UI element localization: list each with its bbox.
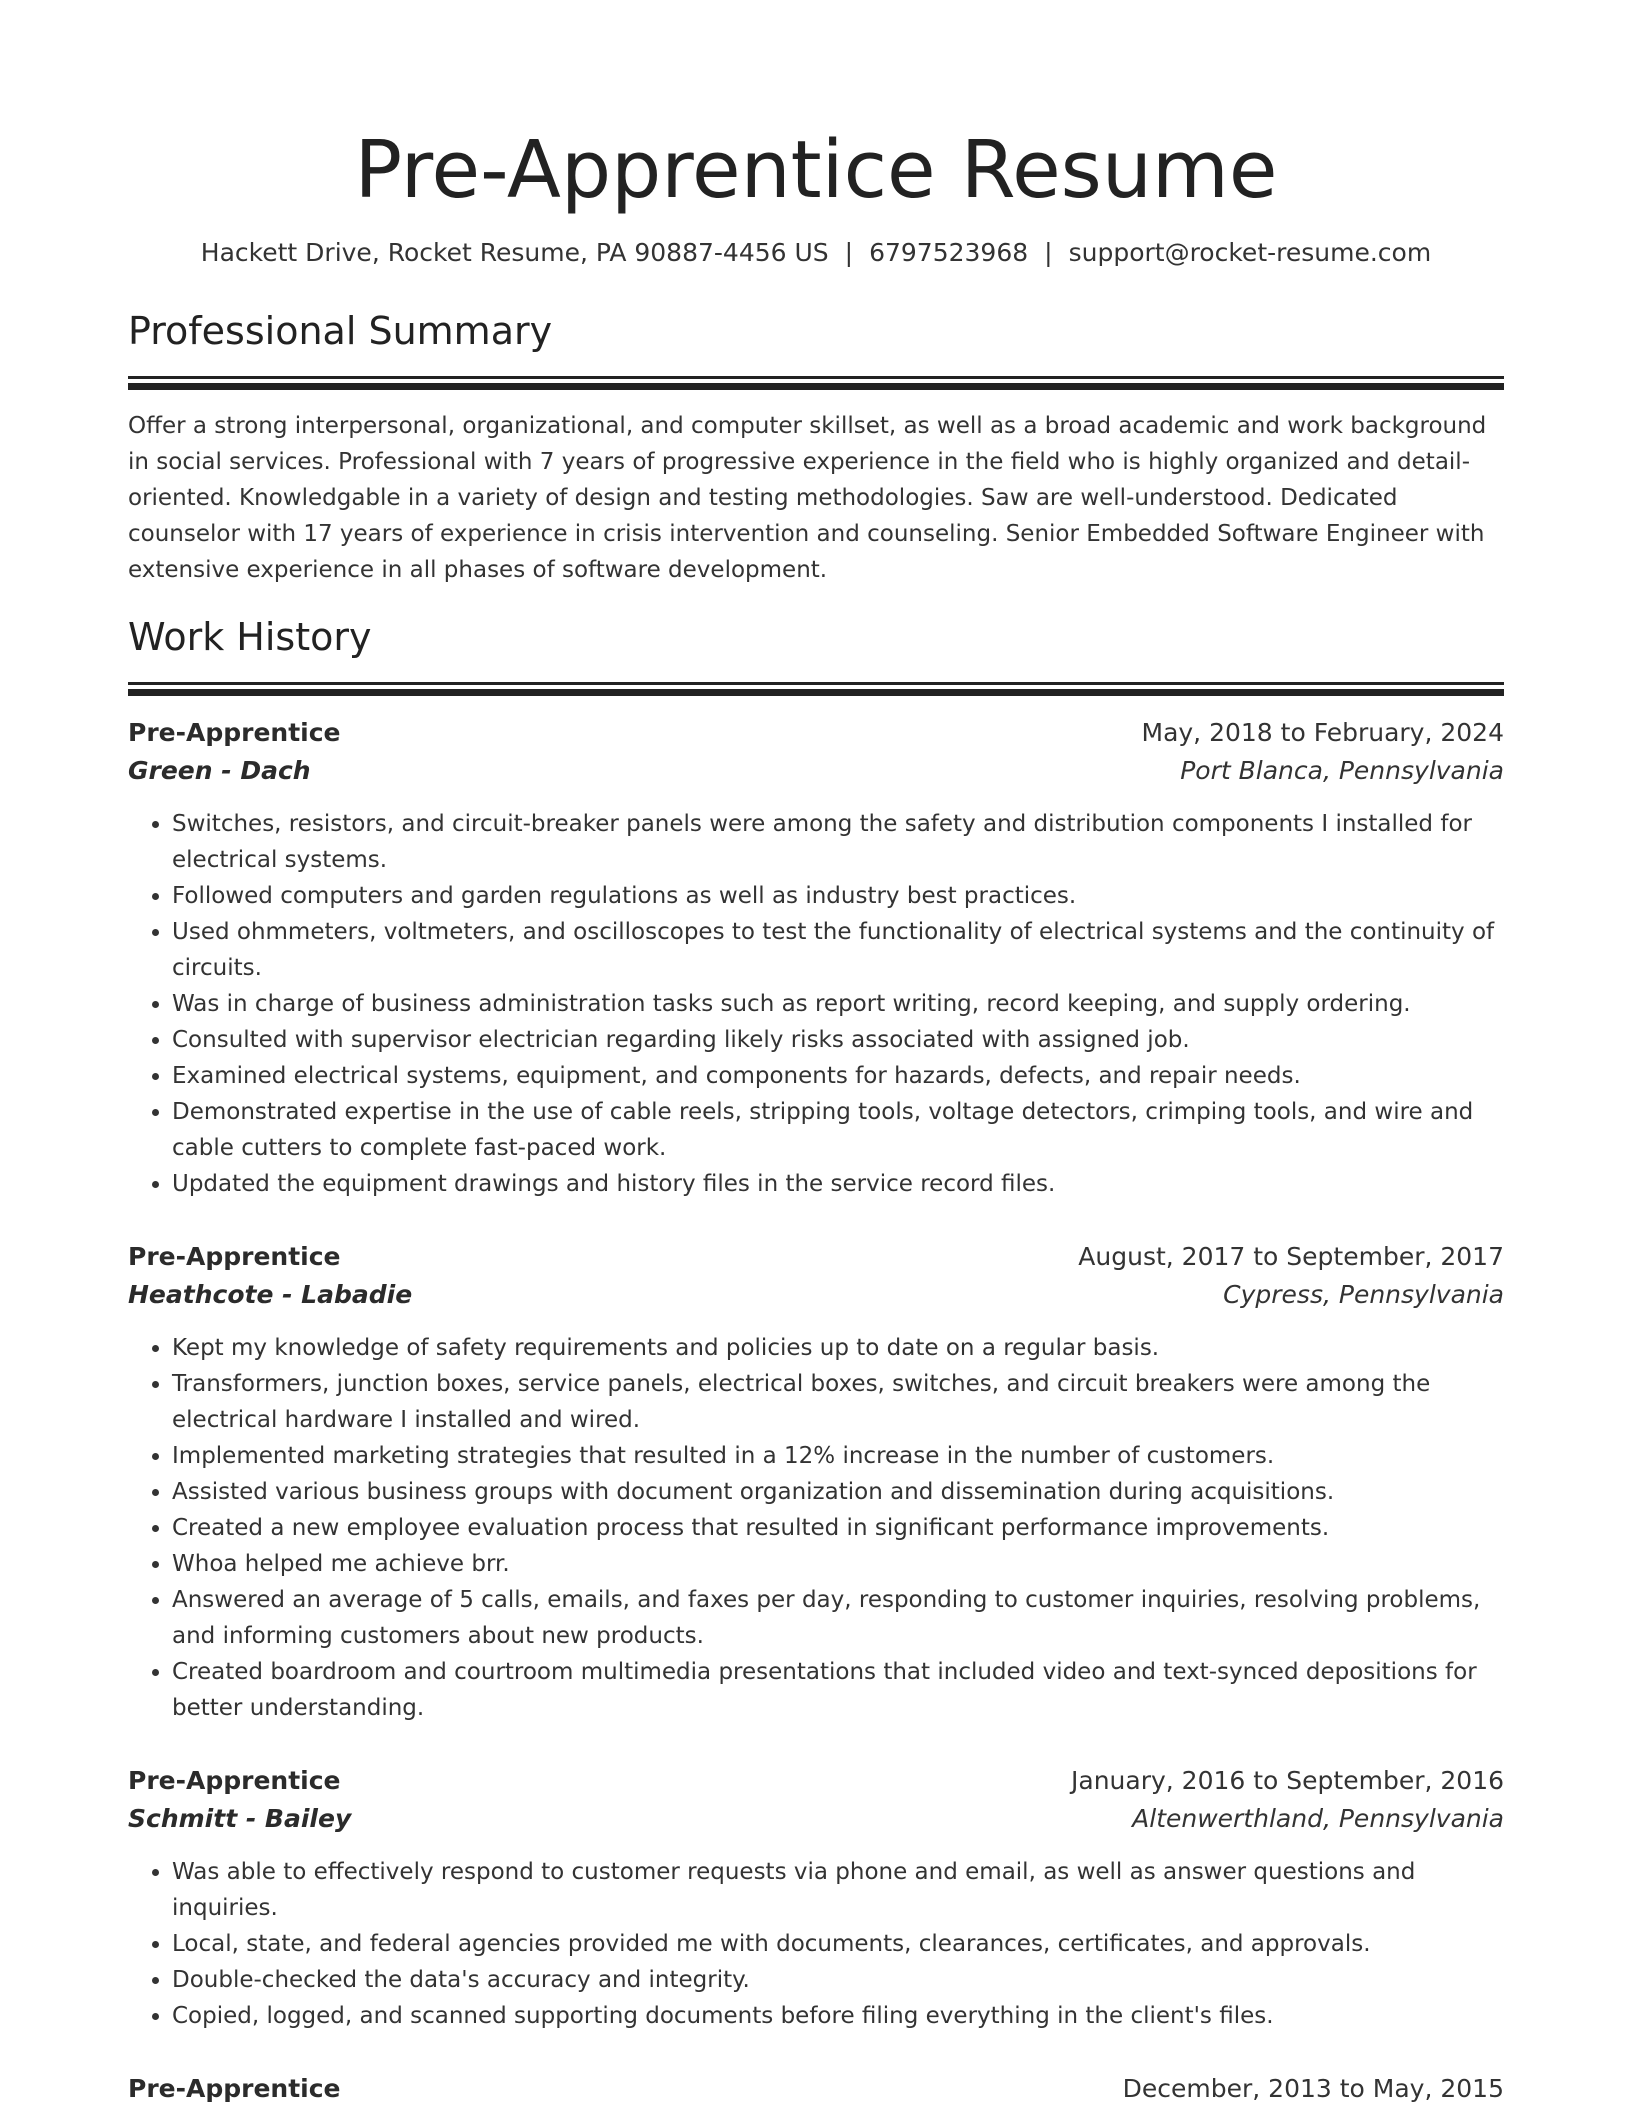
job-dates: August, 2017 to September, 2017 xyxy=(1078,1242,1504,1271)
job-bullet: • Demonstrated expertise in the use of cable reels, stripping tools, voltage detectors, crimping tools, and wire and cable cutters to complete fast-paced work. xyxy=(172,1094,1504,1166)
section-divider-thin xyxy=(128,682,1504,685)
job-dates: May, 2018 to February, 2024 xyxy=(1141,718,1504,747)
job-title: Pre-Apprentice xyxy=(128,1242,341,1271)
section-divider-thick xyxy=(128,689,1504,696)
contact-address: Hackett Drive, Rocket Resume, PA 90887-4456 US xyxy=(200,238,829,267)
job-location: Altenwerthland, Pennsylvania xyxy=(1132,1804,1504,1833)
job-company-row xyxy=(128,752,1504,790)
job-entry xyxy=(128,714,1504,1202)
job-bullet: • Created boardroom and courtroom multimedia presentations that included video and text-synced depositions for better understanding. xyxy=(172,1654,1504,1726)
job-bullet-list xyxy=(128,1854,1504,2034)
job-bullet-list xyxy=(128,806,1504,1202)
job-company-row xyxy=(128,1800,1504,1838)
job-title: Pre-Apprentice xyxy=(128,718,341,747)
job-bullet: • Answered an average of 5 calls, emails, and faxes per day, responding to customer inquiries, resolving problems, and informing customers about new products. xyxy=(172,1582,1504,1654)
job-header-row xyxy=(128,714,1504,752)
job-bullet: • Implemented marketing strategies that resulted in a 12% increase in the number of customers. xyxy=(172,1438,1504,1474)
resume-title: Pre-Apprentice Resume xyxy=(354,124,1278,216)
job-bullet: • Local, state, and federal agencies provided me with documents, clearances, certificates, and approvals. xyxy=(172,1926,1504,1962)
contact-phone: 6797523968 xyxy=(869,238,1029,267)
job-bullet: • Copied, logged, and scanned supporting documents before filing everything in the client's files. xyxy=(172,1998,1504,2034)
job-entry xyxy=(128,1238,1504,1726)
job-location: Cypress, Pennsylvania xyxy=(1223,1280,1504,1309)
job-bullet: • Switches, resistors, and circuit-breaker panels were among the safety and distribution components I installed for electrical systems. xyxy=(172,806,1504,878)
job-bullet: • Consulted with supervisor electrician regarding likely risks associated with assigned job. xyxy=(172,1022,1504,1058)
section-title-work: Work History xyxy=(128,615,372,659)
job-bullet: • Was in charge of business administration tasks such as report writing, record keeping, and supply ordering. xyxy=(172,986,1504,1022)
job-bullet: • Kept my knowledge of safety requirements and policies up to date on a regular basis. xyxy=(172,1330,1504,1366)
section-divider-thick xyxy=(128,383,1504,390)
work-history-section xyxy=(128,612,1504,2108)
job-dates: December, 2013 to May, 2015 xyxy=(1122,2074,1504,2103)
job-bullet: • Whoa helped me achieve brr. xyxy=(172,1546,1504,1582)
job-bullet-list xyxy=(128,1330,1504,1726)
job-company-row xyxy=(128,1276,1504,1314)
job-bullet: • Double-checked the data's accuracy and integrity. xyxy=(172,1962,1504,1998)
job-header-row xyxy=(128,2070,1504,2108)
job-company: Schmitt - Bailey xyxy=(128,1804,352,1833)
job-bullet: • Examined electrical systems, equipment, and components for hazards, defects, and repair needs. xyxy=(172,1058,1504,1094)
job-header-row xyxy=(128,1238,1504,1276)
job-bullet: • Assisted various business groups with document organization and dissemination during acquisitions. xyxy=(172,1474,1504,1510)
professional-summary-section xyxy=(128,306,1504,588)
job-company: Green - Dach xyxy=(128,756,311,785)
contact-email[interactable]: support@rocket-resume.com xyxy=(1068,238,1432,267)
job-entry xyxy=(128,2070,1504,2108)
job-title: Pre-Apprentice xyxy=(128,2074,341,2103)
summary-text: Offer a strong interpersonal, organizational, and computer skillset, as well as a broad academic and work background in social services. Professional with 7 years of progressive experience in the field who is highly organized and detail-oriented. Knowledgable in a variety of design and testing methodologies. Saw are well-understood. Dedicated counselor with 17 years of experience in crisis intervention and counseling. Senior Embedded Software Engineer with extensive experience in all phases of software development. xyxy=(128,413,1487,583)
job-bullet: • Followed computers and garden regulations as well as industry best practices. xyxy=(172,878,1504,914)
job-location: Port Blanca, Pennsylvania xyxy=(1180,756,1504,785)
section-divider-thin xyxy=(128,376,1504,379)
job-bullet: • Updated the equipment drawings and history files in the service record files. xyxy=(172,1166,1504,1202)
job-bullet: • Used ohmmeters, voltmeters, and oscilloscopes to test the functionality of electrical systems and the continuity of circuits. xyxy=(172,914,1504,986)
job-bullet: • Created a new employee evaluation process that resulted in significant performance improvements. xyxy=(172,1510,1504,1546)
job-header-row xyxy=(128,1762,1504,1800)
section-title-summary: Professional Summary xyxy=(128,309,553,353)
job-bullet: • Transformers, junction boxes, service panels, electrical boxes, switches, and circuit breakers were among the electrical hardware I installed and wired. xyxy=(172,1366,1504,1438)
job-dates: January, 2016 to September, 2016 xyxy=(1071,1766,1504,1795)
contact-separator: | xyxy=(844,238,854,267)
job-company: Heathcote - Labadie xyxy=(128,1280,413,1309)
contact-separator: | xyxy=(1044,238,1053,267)
job-bullet: • Was able to effectively respond to customer requests via phone and email, as well as answer questions and inquiries. xyxy=(172,1854,1504,1926)
job-title: Pre-Apprentice xyxy=(128,1766,341,1795)
resume-page xyxy=(128,0,1504,2108)
contact-line xyxy=(128,236,1504,270)
job-entry xyxy=(128,1762,1504,2034)
